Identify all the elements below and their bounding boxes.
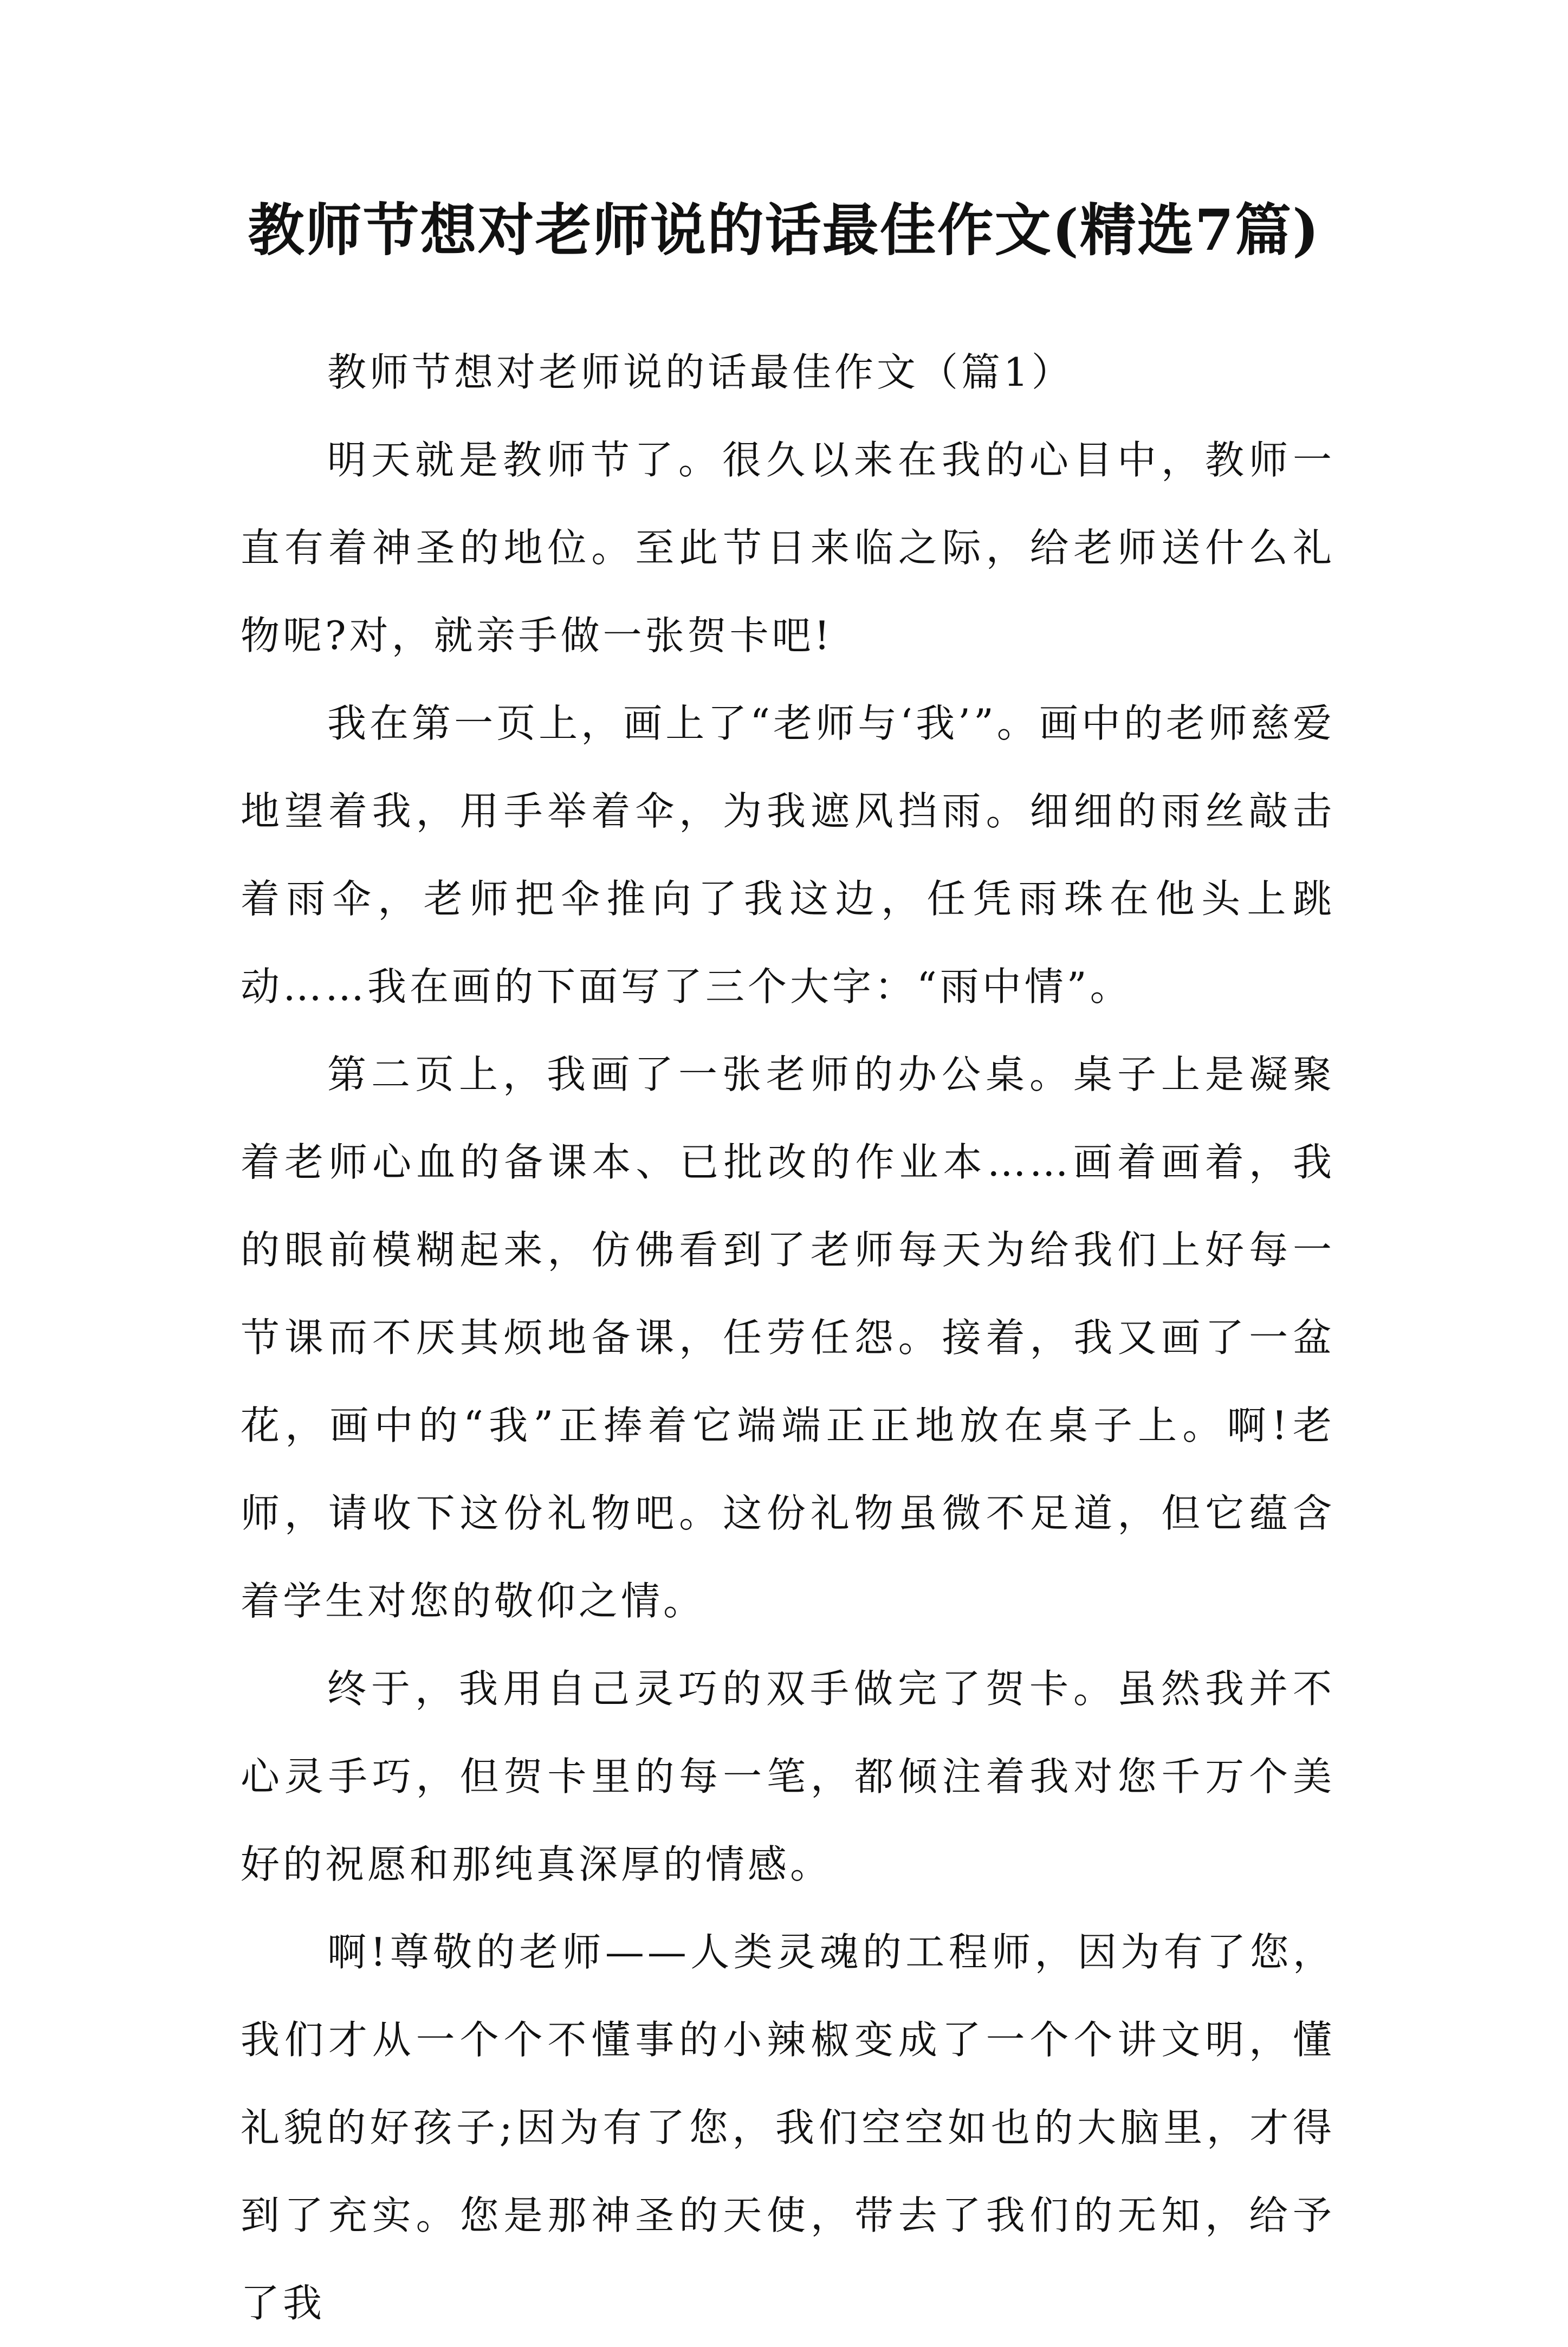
paragraph-1: 明天就是教师节了。很久以来在我的心目中，教师一直有着神圣的地位。至此节日来临之际，给老师送什么礼物呢?对，就亲手做一张贺卡吧! (241, 437, 1335, 658)
section-heading: 教师节想对老师说的话最佳作文（篇1） (327, 349, 1074, 395)
paragraph-4: 终于，我用自己灵巧的双手做完了贺卡。虽然我并不心灵手巧，但贺卡里的每一笔，都倾注着我对您千万个美好的祝愿和那纯真深厚的情感。 (241, 1666, 1335, 1887)
paragraph-5: 啊!尊敬的老师——人类灵魂的工程师，因为有了您，我们才从一个个不懂事的小辣椒变成了一个个讲文明，懂礼貌的好孩子;因为有了您，我们空空如也的大脑里，才得到了充实。您是那神圣的天使，带去了我们的无知，给予了我 (241, 1929, 1335, 2326)
paragraph-3: 第二页上，我画了一张老师的办公桌。桌子上是凝聚着老师心血的备课本、已批改的作业本……画着画着，我的眼前模糊起来，仿佛看到了老师每天为给我们上好每一节课而不厌其烦地备课，任劳任怨。接着，我又画了一盆花，画中的“我”正捧着它端端正正地放在桌子上。啊!老师，请收下这份礼物吧。这份礼物虽微不足道，但它蕴含着学生对您的敬仰之情。 (241, 1052, 1335, 1624)
document-title: 教师节想对老师说的话最佳作文(精选7篇) (248, 197, 1320, 263)
document-body (241, 328, 1335, 2347)
paragraph-2: 我在第一页上，画上了“老师与‘我’”。画中的老师慈爱地望着我，用手举着伞，为我遮风挡雨。细细的雨丝敲击着雨伞，老师把伞推向了我这边，任凭雨珠在他头上跳动……我在画的下面写了三个大字：“雨中情”。 (241, 701, 1335, 1009)
